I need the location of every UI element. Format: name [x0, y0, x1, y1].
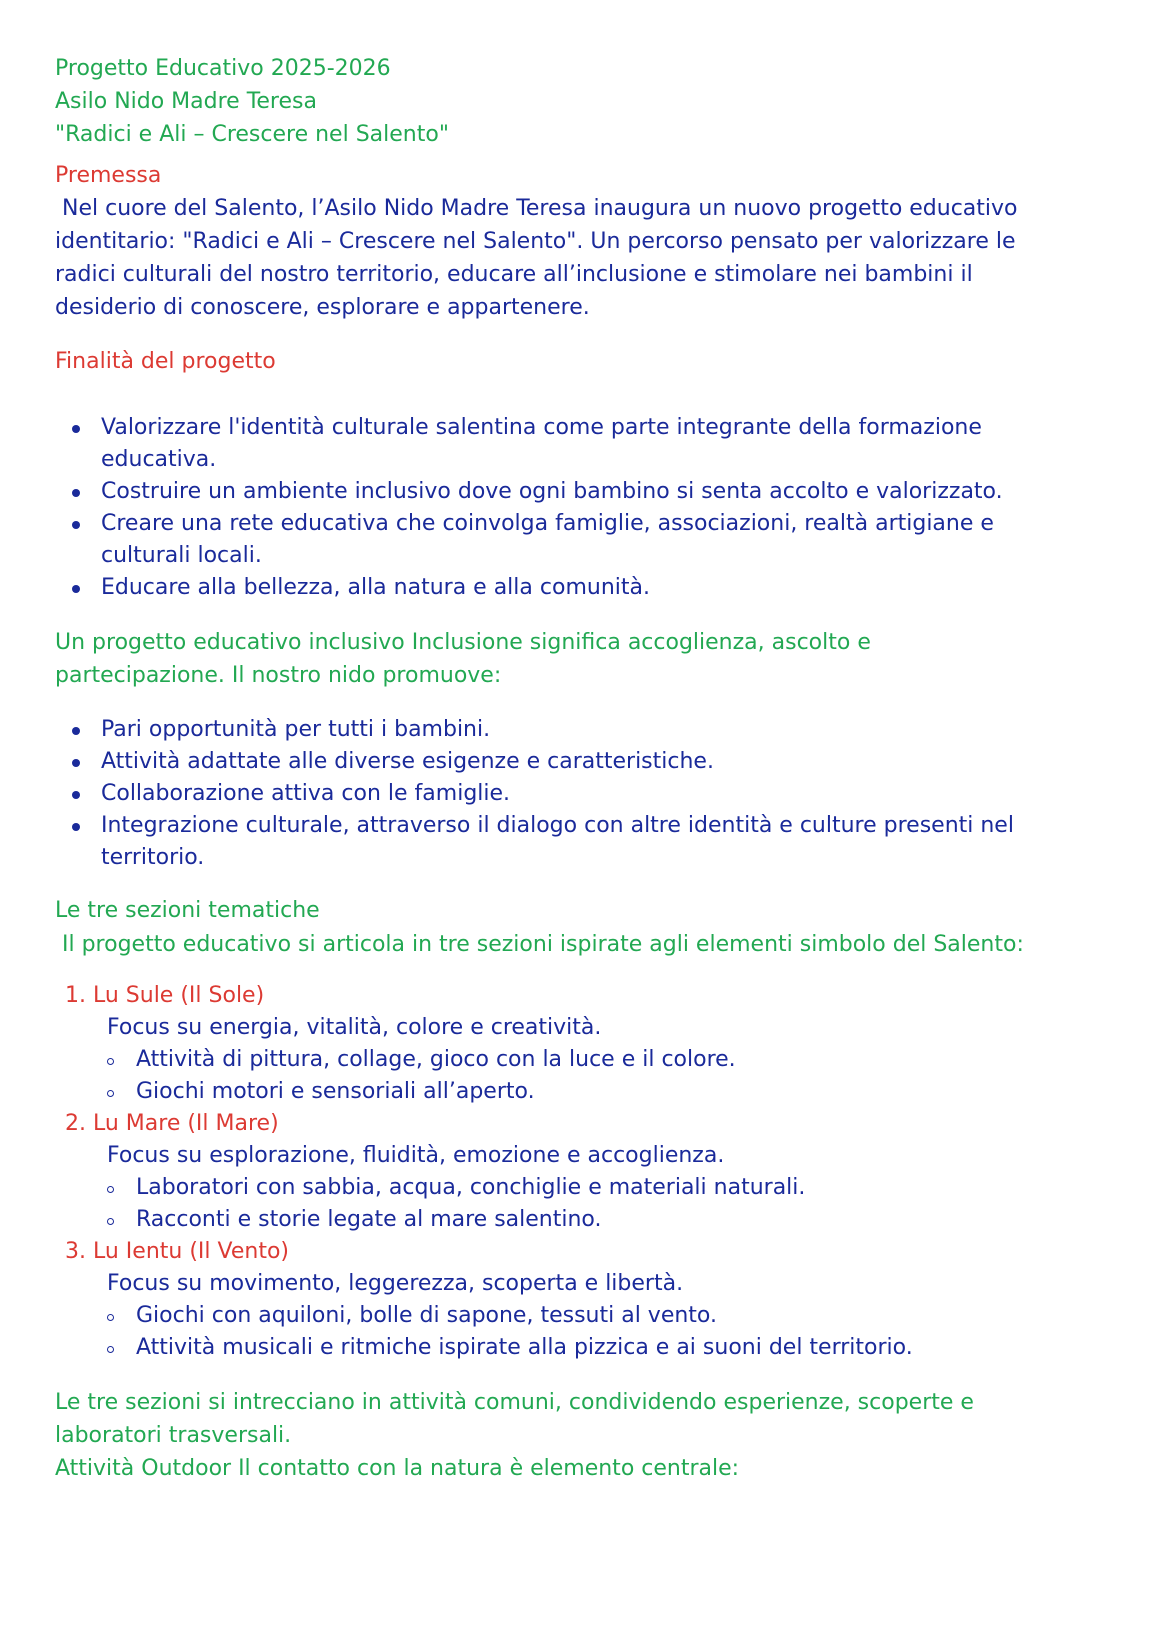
- conclusione-text: Le tre sezioni si intrecciano in attività comuni, condividendo esperienze, scoperte e laboratori trasversali.: [55, 1390, 974, 1448]
- sezioni-section: [55, 894, 1115, 1364]
- bullet-icon: [72, 791, 80, 799]
- finalita-heading: Finalità del progetto: [55, 349, 276, 374]
- finalita-list: [55, 412, 1065, 604]
- inclusivo-list: [55, 714, 1065, 874]
- circle-bullet-icon: [107, 1218, 114, 1225]
- bullet-icon: [72, 759, 80, 767]
- list-item-text: Pari opportunità per tutti i bambini.: [101, 717, 491, 742]
- project-subtitle: "Radici e Ali – Crescere nel Salento": [55, 122, 449, 147]
- circle-bullet-icon: [107, 1058, 114, 1065]
- list-item-text: Educare alla bellezza, alla natura e alla comunità.: [101, 575, 650, 600]
- inclusivo-intro: Un progetto educativo inclusivo Inclusione significa accoglienza, ascolto e partecipazione. Il nostro nido promuove:: [55, 630, 871, 688]
- list-item: [55, 778, 1065, 810]
- sezione-title: 3. Lu Ientu (Il Vento): [65, 1239, 289, 1264]
- list-item-text: Laboratori con sabbia, acqua, conchiglie e materiali naturali.: [136, 1175, 806, 1200]
- list-item-text: Attività adattate alle diverse esigenze e caratteristiche.: [101, 749, 714, 774]
- circle-bullet-icon: [107, 1346, 114, 1353]
- list-item: [55, 508, 1065, 572]
- document-page: [55, 52, 1115, 1485]
- project-title: Progetto Educativo 2025-2026: [55, 56, 391, 81]
- sezione-focus: Focus su movimento, leggerezza, scoperta e libertà.: [107, 1271, 684, 1296]
- premessa-text: Nel cuore del Salento, l’Asilo Nido Madre Teresa inaugura un nuovo progetto educativo identitario: "Radici e Ali – Crescere nel Salento". Un percorso pensato per valorizzare le radici culturali del nostro territorio, educare all’inclusione e stimolare nei bambini il desiderio di conoscere, esplorare e appartenere.: [55, 196, 1025, 320]
- circle-bullet-icon: [107, 1314, 114, 1321]
- school-name: Asilo Nido Madre Teresa: [55, 89, 317, 114]
- premessa-heading: Premessa: [55, 163, 162, 188]
- bullet-icon: [72, 585, 80, 593]
- sezione-activities: [55, 1172, 1115, 1236]
- circle-bullet-icon: [107, 1090, 114, 1097]
- list-item: [55, 1204, 1115, 1236]
- premessa-section: [55, 159, 1115, 324]
- sezione-activities: [55, 1044, 1115, 1108]
- sezioni-heading: Le tre sezioni tematiche: [55, 898, 320, 923]
- list-item-text: Racconti e storie legate al mare salentino.: [136, 1207, 602, 1232]
- list-item-text: Attività di pittura, collage, gioco con la luce e il colore.: [136, 1047, 736, 1072]
- list-item-text: Giochi con aquiloni, bolle di sapone, tessuti al vento.: [136, 1303, 717, 1328]
- sezione-title: 1. Lu Sule (Il Sole): [65, 983, 265, 1008]
- bullet-icon: [72, 823, 80, 831]
- sezione-focus: Focus su esplorazione, fluidità, emozione e accoglienza.: [107, 1143, 725, 1168]
- sezione-activities: [55, 1300, 1115, 1364]
- sezione-focus: Focus su energia, vitalità, colore e creatività.: [107, 1015, 602, 1040]
- list-item-text: Integrazione culturale, attraverso il dialogo con altre identità e culture presenti nel territorio.: [101, 813, 1014, 870]
- conclusione-section: [55, 1386, 1115, 1485]
- list-item: [55, 1044, 1115, 1076]
- sezioni-list: [55, 980, 1115, 1364]
- sezioni-intro: Il progetto educativo si articola in tre sezioni ispirate agli elementi simbolo del Salento:: [55, 932, 1024, 957]
- list-item-text: Creare una rete educativa che coinvolga famiglie, associazioni, realtà artigiane e culturali locali.: [101, 511, 994, 568]
- list-item: [55, 572, 1065, 604]
- list-item: [55, 1300, 1115, 1332]
- list-item: [55, 714, 1065, 746]
- bullet-icon: [72, 425, 80, 433]
- sezione-title: 2. Lu Mare (Il Mare): [65, 1111, 279, 1136]
- sezione-sole: [55, 980, 1115, 1108]
- list-item-text: Costruire un ambiente inclusivo dove ogni bambino si senta accolto e valorizzato.: [101, 479, 1003, 504]
- list-item: [55, 412, 1065, 476]
- list-item: [55, 1332, 1115, 1364]
- list-item-text: Giochi motori e sensoriali all’aperto.: [136, 1079, 535, 1104]
- document-header: [55, 52, 1115, 151]
- sezione-mare: [55, 1108, 1115, 1236]
- circle-bullet-icon: [107, 1186, 114, 1193]
- list-item-text: Collaborazione attiva con le famiglie.: [101, 781, 511, 806]
- bullet-icon: [72, 489, 80, 497]
- list-item: [55, 746, 1065, 778]
- bullet-icon: [72, 521, 80, 529]
- list-item: [55, 476, 1065, 508]
- sezione-vento: [55, 1236, 1115, 1364]
- finalita-section: [55, 345, 1115, 604]
- inclusivo-section: [55, 626, 1115, 874]
- list-item: [55, 810, 1065, 874]
- bullet-icon: [72, 727, 80, 735]
- list-item-text: Attività musicali e ritmiche ispirate alla pizzica e ai suoni del territorio.: [136, 1335, 913, 1360]
- outdoor-text: Attività Outdoor Il contatto con la natura è elemento centrale:: [55, 1456, 740, 1481]
- list-item: [55, 1076, 1115, 1108]
- list-item-text: Valorizzare l'identità culturale salentina come parte integrante della formazione educativa.: [101, 415, 982, 472]
- list-item: [55, 1172, 1115, 1204]
